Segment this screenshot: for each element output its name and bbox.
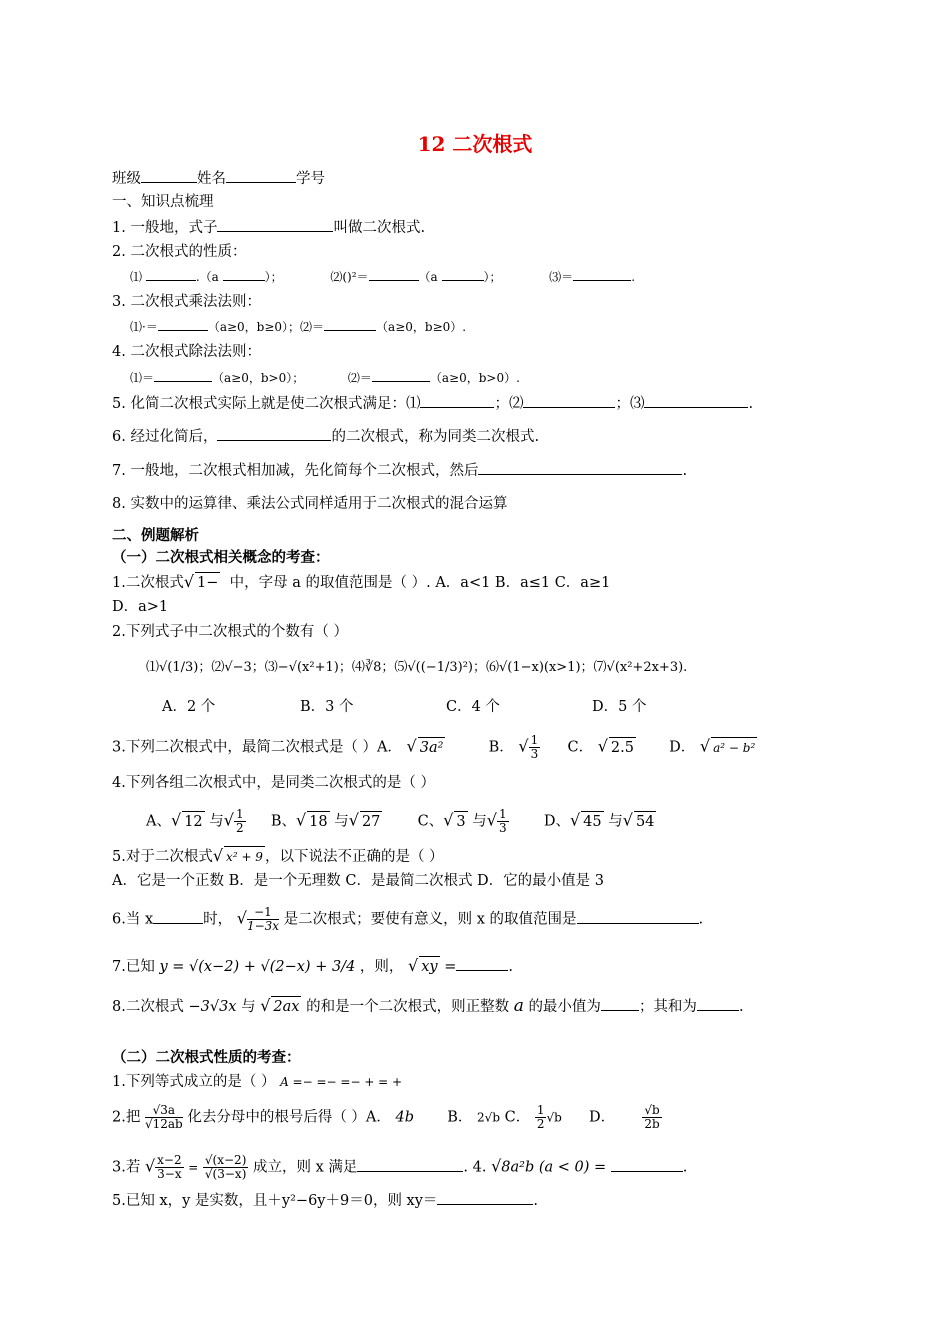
page-title: 12 二次根式: [417, 132, 533, 156]
blank[interactable]: [442, 266, 484, 281]
blank[interactable]: [478, 460, 682, 475]
knowledge-item-1: 1. 一般地，式子 叫做二次根式.: [112, 217, 425, 238]
blank[interactable]: [217, 217, 333, 232]
blank[interactable]: [154, 367, 212, 382]
blank[interactable]: [420, 393, 494, 408]
blank[interactable]: [223, 266, 265, 281]
section1-heading: 一、知识点梳理: [112, 194, 214, 210]
problem-8: 8.二次根式 −3√3x 与 √ 2ax 的和是一个二次根式，则正整数 a 的最小值为 ；其和为 .: [112, 996, 744, 1016]
blank[interactable]: [158, 316, 208, 331]
blank[interactable]: [153, 909, 203, 924]
blank[interactable]: [456, 956, 508, 971]
problem-1-option-d: D．a>1: [112, 599, 169, 615]
section2-heading: 二、例题解析: [112, 527, 199, 544]
blank[interactable]: [644, 393, 748, 408]
blank[interactable]: [217, 426, 331, 441]
problem-6: 6.当 x 时， √ $\frac{-1}{1-3x}$ 是二次根式；要使有意义，则 x 的取值范围是 .: [112, 905, 704, 933]
blank[interactable]: [437, 1190, 533, 1205]
knowledge-item-4: 4. 二次根式除法法则：: [112, 344, 261, 360]
student-info-line: [112, 168, 325, 189]
knowledge-item-6: 6. 经过化简后， 的二次根式，称为同类二次根式.: [112, 426, 539, 447]
problem-2: 2.下列式子中二次根式的个数有（ ）: [112, 624, 348, 640]
id-label: 学号: [296, 171, 325, 187]
knowledge-item-2: 2. 二次根式的性质：: [112, 244, 247, 260]
blank[interactable]: [146, 266, 196, 281]
knowledge-item-2-parts: ⑴ .（a ）； ⑵()²＝ （a ）； ⑶＝ .: [130, 266, 635, 287]
problem-4: 4.下列各组二次根式中，是同类二次根式的是（ ）: [112, 775, 435, 791]
knowledge-item-4-parts: ⑴＝ （a≥0，b>0）； ⑵＝ （a≥0，b>0）.: [130, 367, 520, 388]
class-field[interactable]: [141, 168, 197, 183]
blank[interactable]: [357, 1157, 463, 1172]
blank[interactable]: [369, 266, 419, 281]
problem-r5: 5.已知 x，y 是实数，且＋y²−6y＋9＝0，则 xy＝ .: [112, 1190, 538, 1211]
problem-r1: 1.下列等式成立的是（ ） A =− =− =− + = +: [112, 1074, 403, 1090]
blank[interactable]: [324, 316, 376, 331]
problem-2-options: [162, 697, 646, 717]
knowledge-item-8: 8. 实数中的运算律、乘法公式同样适用于二次根式的混合运算: [112, 496, 508, 512]
subsection2-heading: （二）二次根式性质的考查：: [112, 1049, 301, 1066]
problem-7: 7.已知 y = √(x−2) + √(2−x) + 3/4 ，则， √ xy = .: [112, 956, 513, 975]
blank[interactable]: [372, 367, 430, 382]
name-label: 姓名: [197, 171, 226, 187]
option[interactable]: C．4 个: [446, 699, 500, 715]
problem-r2: 2.把 $\frac{√3a}{√12ab}$ 化去分母中的根号后得（ ）A． 4b B． 2√b C． $\frac{1}{2}$ √b D． $\frac{√b}{2b}$: [112, 1103, 660, 1131]
problem-3: 3.下列二次根式中，最简二次根式是（ ）A． √ 3a² B． √ $\frac{1}{3}$ C． √ 2.5 D． √ a² − b²: [112, 733, 756, 761]
problem-5-options: A．它是一个正数 B．是一个无理数 C．是最简二次根式 D．它的最小值是 3: [112, 873, 605, 889]
option[interactable]: D．5 个: [592, 699, 647, 715]
option[interactable]: A．2 个: [162, 699, 216, 715]
blank[interactable]: [611, 1157, 683, 1172]
problem-2-items: ⑴√(1/3)；⑵√−3；⑶−√(x²+1)；⑷∛8；⑸√((−1/3)²)；⑹√(1−x)(x>1)；⑺√(x²+2x+3).: [146, 660, 688, 675]
problem-5: 5.对于二次根式√ x² + 9 ，以下说法不正确的是（ ）: [112, 846, 444, 865]
option[interactable]: B．3 个: [300, 699, 354, 715]
problem-1: 1.二次根式√ 1− 中，字母 a 的取值范围是（ ）. A．a<1 B．a≤1 C．a≥1: [112, 572, 611, 591]
blank[interactable]: [577, 909, 699, 924]
problem-4-options: A、√ 12 与√ $\frac{1}{2}$ B、√ 18 与√ 27 C、√ 3 与√ $\frac{1}{3}$ D、√ 45 与√ 54: [146, 807, 655, 835]
class-label: 班级: [112, 171, 141, 187]
knowledge-item-3: 3. 二次根式乘法法则：: [112, 294, 261, 310]
knowledge-item-7: 7. 一般地，二次根式相加减，先化简每个二次根式，然后 .: [112, 460, 687, 481]
name-field[interactable]: [226, 168, 296, 183]
blank[interactable]: [697, 996, 739, 1011]
blank[interactable]: [601, 996, 639, 1011]
blank[interactable]: [573, 266, 631, 281]
blank[interactable]: [523, 393, 615, 408]
knowledge-item-5: 5. 化简二次根式实际上就是使二次根式满足：⑴ ；⑵ ；⑶ .: [112, 393, 753, 414]
subsection1-heading: （一）二次根式相关概念的考查：: [112, 549, 330, 566]
problem-r3-r4: 3.若 √ $\frac{x-2}{3-x}$ = $\frac{√(x-2)}{√(3-x)}$ 成立，则 x 满足 . 4. √8a²b (a < 0) = .: [112, 1153, 688, 1181]
knowledge-item-3-parts: ⑴·＝ （a≥0，b≥0）；⑵＝ （a≥0，b≥0）.: [130, 316, 466, 337]
